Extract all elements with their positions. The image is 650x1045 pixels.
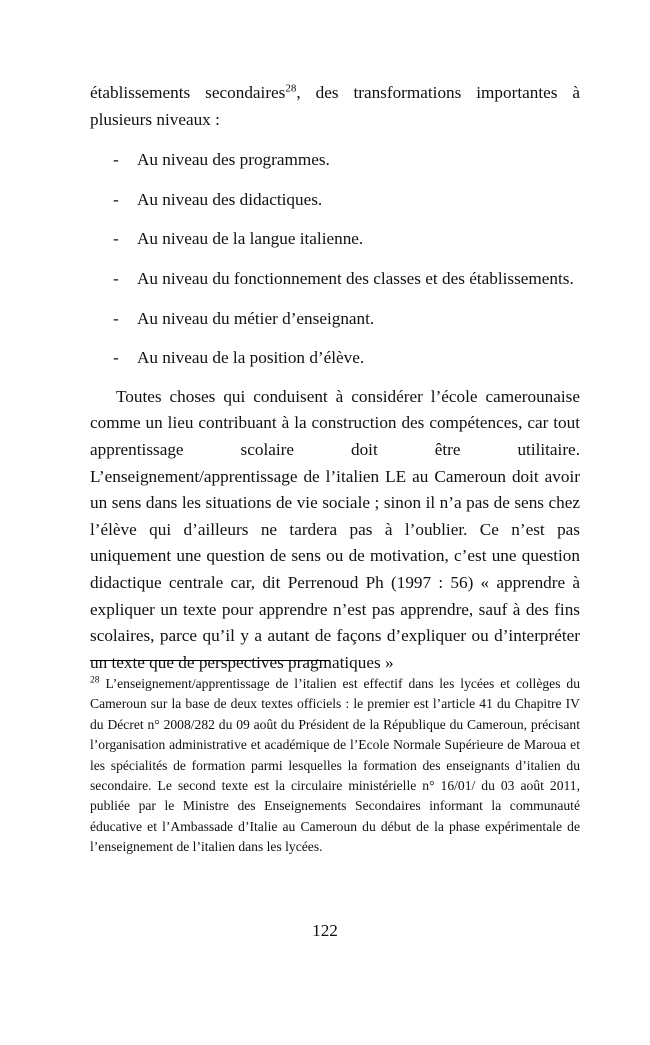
footnote-number: 28 [90, 674, 100, 686]
list-item-label: Au niveau du métier d’enseignant. [137, 308, 375, 328]
list-item [90, 226, 580, 253]
footnote-reference-marker[interactable]: 28 [285, 82, 297, 95]
opening-paragraph-text-before-ref: établissements secondaires [90, 83, 286, 102]
footnote-separator-rule [90, 660, 330, 661]
list-item-label: Au niveau de la position d’élève. [137, 348, 365, 368]
list-item-label: Au niveau du fonctionnement des classes et des établissements. [137, 268, 574, 288]
list-item [90, 187, 580, 214]
opening-paragraph-text-after-ref: , des transformations importantes à plusieurs niveaux : [90, 83, 580, 129]
list-item [90, 147, 580, 174]
list-marker-dash: - [113, 348, 119, 368]
list-item-label: Au niveau des programmes. [137, 150, 330, 170]
list-item [90, 306, 580, 333]
closing-paragraph: Toutes choses qui conduisent à considérer l’école camerounaise comme un lieu contribuant à la construction des compétences, car tout apprentissage scolaire doit être utilitaire. L’enseignement/apprentissage de l’italien LE au Cameroun doit avoir un sens dans les situations de vie sociale ; sinon il n’a pas de sens chez l’élève qui d’ailleurs ne tardera pas à l’oublier. Ce n’est pas uniquement une question de sens ou de motivation, c’est une question didactique centrale car, dit Perrenoud Ph (1997 : 56) « apprendre à expliquer un texte pour apprendre n’est pas apprendre, sauf à des fins scolaires, parce qu’il y a autant de façons d’expliquer ou d’interpréter un texte que de perspectives pragmatiques » [90, 386, 580, 672]
list-marker-dash: - [113, 229, 119, 249]
footnote-area [90, 660, 580, 858]
page-number: 122 [312, 921, 338, 940]
list-marker-dash: - [113, 308, 119, 328]
list-marker-dash: - [113, 150, 119, 170]
list-item [90, 345, 580, 372]
levels-bullet-list [90, 147, 580, 372]
footnote-entry [90, 674, 580, 858]
list-item [90, 266, 580, 293]
footnote-text: L’enseignement/apprentissage de l’italien est effectif dans les lycées et collèges du Cameroun sur la base de deux textes officiels : le premier est l’article 41 du Chapitre IV du Décret n° 2008/282 du 09 août du Président de la République du Cameroun, précisant l’organisation administrative et académique de l’Ecole Normale Supérieure de Maroua et les spécialités de formation parmi lesquelles la formation des enseignants d’italien du secondaire. Le second texte est la circulaire ministérielle n° 16/01/ du 03 août 2011, publiée par le Ministre des Enseignements Secondaires informant la communauté éducative et l’Ambassade d’Italie au Cameroun du début de la phase expérimentale de l’enseignement de l’italien dans les lycées. [90, 676, 580, 855]
page-body-content [90, 80, 580, 676]
list-item-label: Au niveau des didactiques. [137, 189, 323, 209]
list-marker-dash: - [113, 268, 119, 288]
list-item-label: Au niveau de la langue italienne. [137, 229, 364, 249]
list-marker-dash: - [113, 189, 119, 209]
opening-paragraph [90, 80, 580, 133]
